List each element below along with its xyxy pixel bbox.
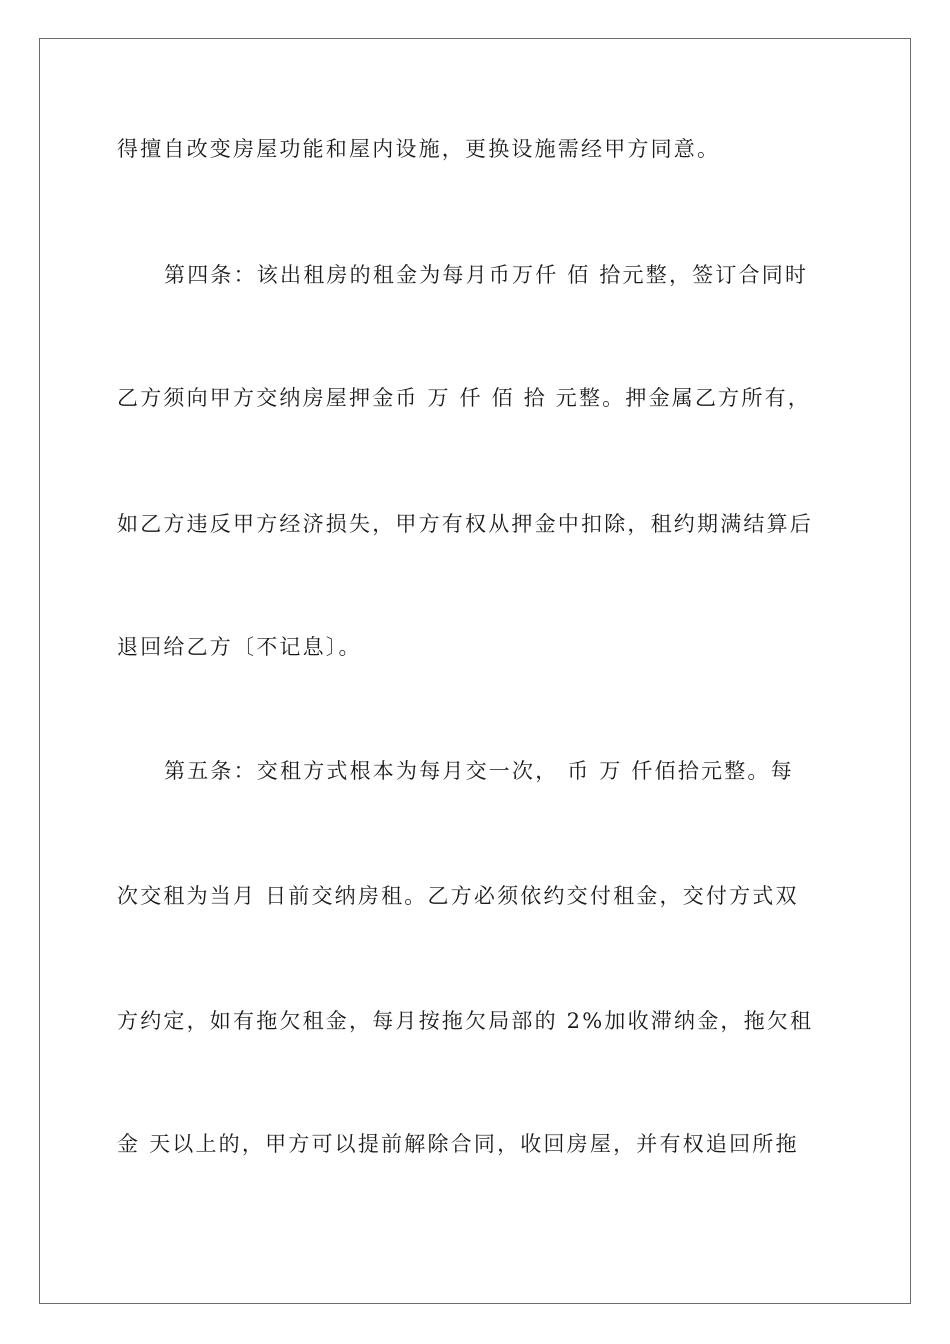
text-line-5: 退回给乙方〔不记息〕。: [117, 635, 362, 659]
article-5-heading-line: 第五条：交租方式根本为每月交一次， 币 万 仟佰拾元整。每: [164, 759, 794, 783]
text-line-9: 金 天以上的，甲方可以提前解除合同，收回房屋，并有权追回所拖: [117, 1132, 799, 1156]
text-line-7: 次交租为当月 日前交纳房租。乙方必须依约交付租金，交付方式双: [117, 884, 799, 908]
article-4-heading-line: 第四条：该出租房的租金为每月币万仟 佰 拾元整，签订合同时: [164, 263, 809, 287]
page-border: [39, 38, 911, 1304]
text-line-4: 如乙方违反甲方经济损失，甲方有权从押金中扣除，租约期满结算后: [117, 512, 813, 536]
text-line-3: 乙方须向甲方交纳房屋押金币 万 仟 佰 拾 元整。押金属乙方所有，: [117, 386, 811, 410]
text-line-8: 方约定，如有拖欠租金，每月按拖欠局部的 2%加收滞纳金，拖欠租: [117, 1009, 814, 1033]
text-line-1: 得擅自改变房屋功能和屋内设施，更换设施需经甲方同意。: [117, 137, 721, 161]
